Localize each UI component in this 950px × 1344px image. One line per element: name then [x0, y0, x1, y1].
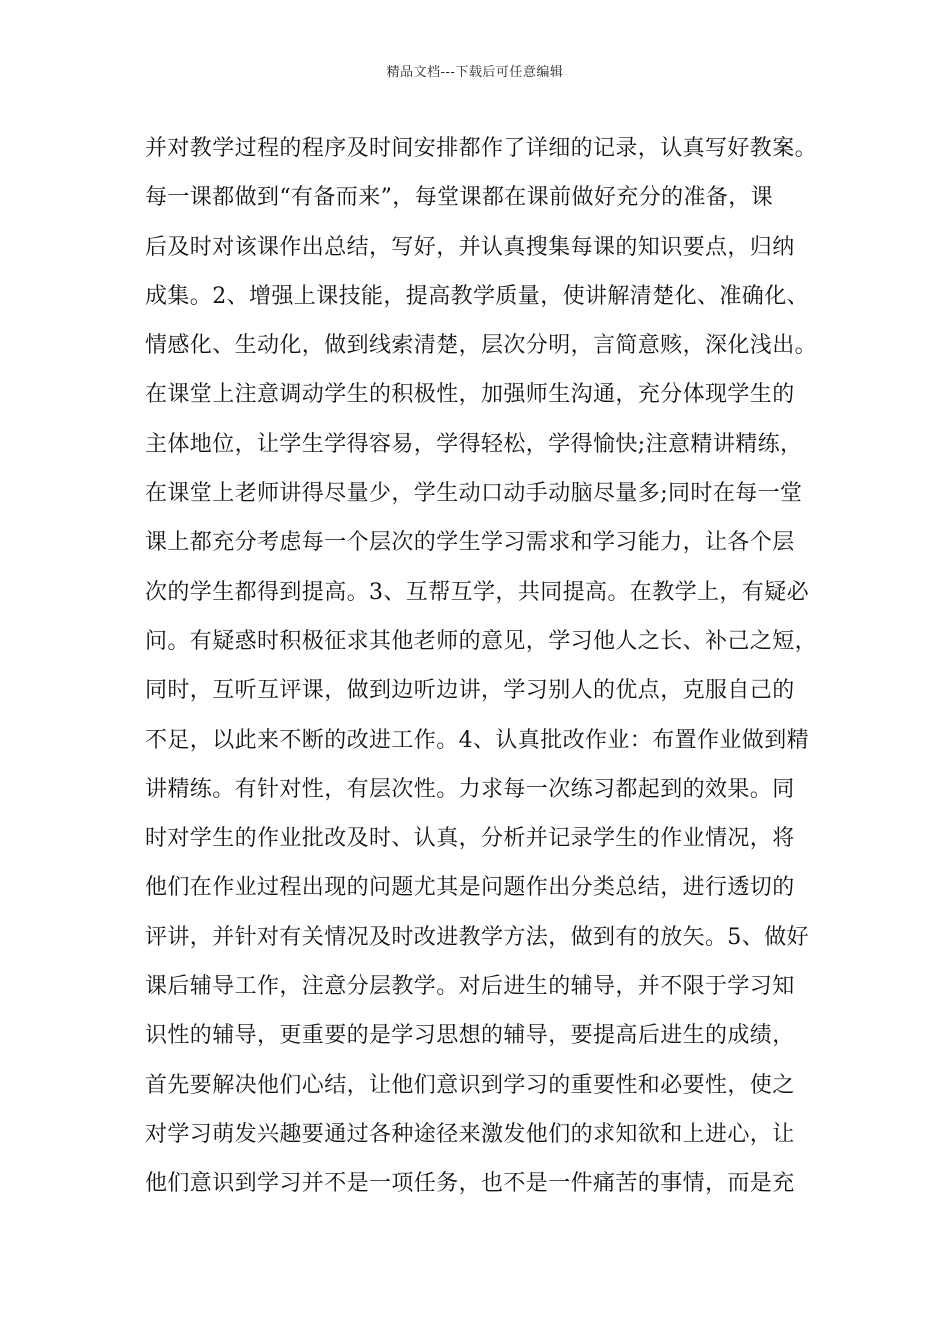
text-line: 次的学生都得到提高。3、互帮互学，共同提高。在教学上，有疑必: [145, 579, 809, 605]
text-line: 问。有疑惑时积极征求其他老师的意见，学习他人之长、补己之短，: [145, 628, 818, 654]
text-line: 同时，互听互评课，做到边听边讲，学习别人的优点，克服自己的: [145, 678, 795, 704]
body-text: [145, 124, 825, 1209]
text-line: 对学习萌发兴趣要通过各种途径来激发他们的求知欲和上进心，让: [145, 1121, 795, 1147]
text-line: 情感化、生动化，做到线索清楚，层次分明，言简意赅，深化浅出。: [145, 333, 818, 359]
page-header: 精品文档---下载后可任意编辑: [386, 65, 564, 80]
text-line: 不足，以此来不断的改进工作。4、认真批改作业：布置作业做到精: [145, 727, 809, 753]
text-line: 评讲，并针对有关情况及时改进教学方法，做到有的放矢。5、做好: [145, 924, 809, 950]
text-line: 后及时对该课作出总结，写好，并认真搜集每课的知识要点，归纳: [145, 234, 795, 260]
text-line: 在课堂上老师讲得尽量少，学生动口动手动脑尽量多;同时在每一堂: [145, 481, 803, 507]
text-line: 时对学生的作业批改及时、认真，分析并记录学生的作业情况，将: [145, 826, 795, 852]
text-line: 课上都充分考虑每一个层次的学生学习需求和学习能力，让各个层: [145, 530, 795, 556]
text-line: 在课堂上注意调动学生的积极性，加强师生沟通，充分体现学生的: [145, 382, 795, 408]
text-line: 他们在作业过程出现的问题尤其是问题作出分类总结，进行透切的: [145, 875, 795, 901]
text-line: 识性的辅导，更重要的是学习思想的辅导，要提高后进生的成绩，: [145, 1023, 795, 1049]
text-line: 主体地位，让学生学得容易，学得轻松，学得愉快;注意精讲精练，: [145, 431, 803, 457]
text-line: 他们意识到学习并不是一项任务，也不是一件痛苦的事情，而是充: [145, 1171, 795, 1197]
text-line: 讲精练。有针对性，有层次性。力求每一次练习都起到的效果。同: [145, 776, 795, 802]
text-line: 首先要解决他们心结，让他们意识到学习的重要性和必要性，使之: [145, 1072, 795, 1098]
text-line: 成集。2、增强上课技能，提高教学质量，使讲解清楚化、准确化、: [145, 283, 809, 309]
text-line: 并对教学过程的程序及时间安排都作了详细的记录，认真写好教案。: [145, 136, 818, 161]
text-line: 每一课都做到“有备而来”，每堂课都在课前做好充分的准备，课: [145, 185, 774, 211]
text-line: 课后辅导工作，注意分层教学。对后进生的辅导，并不限于学习知: [145, 974, 795, 1000]
